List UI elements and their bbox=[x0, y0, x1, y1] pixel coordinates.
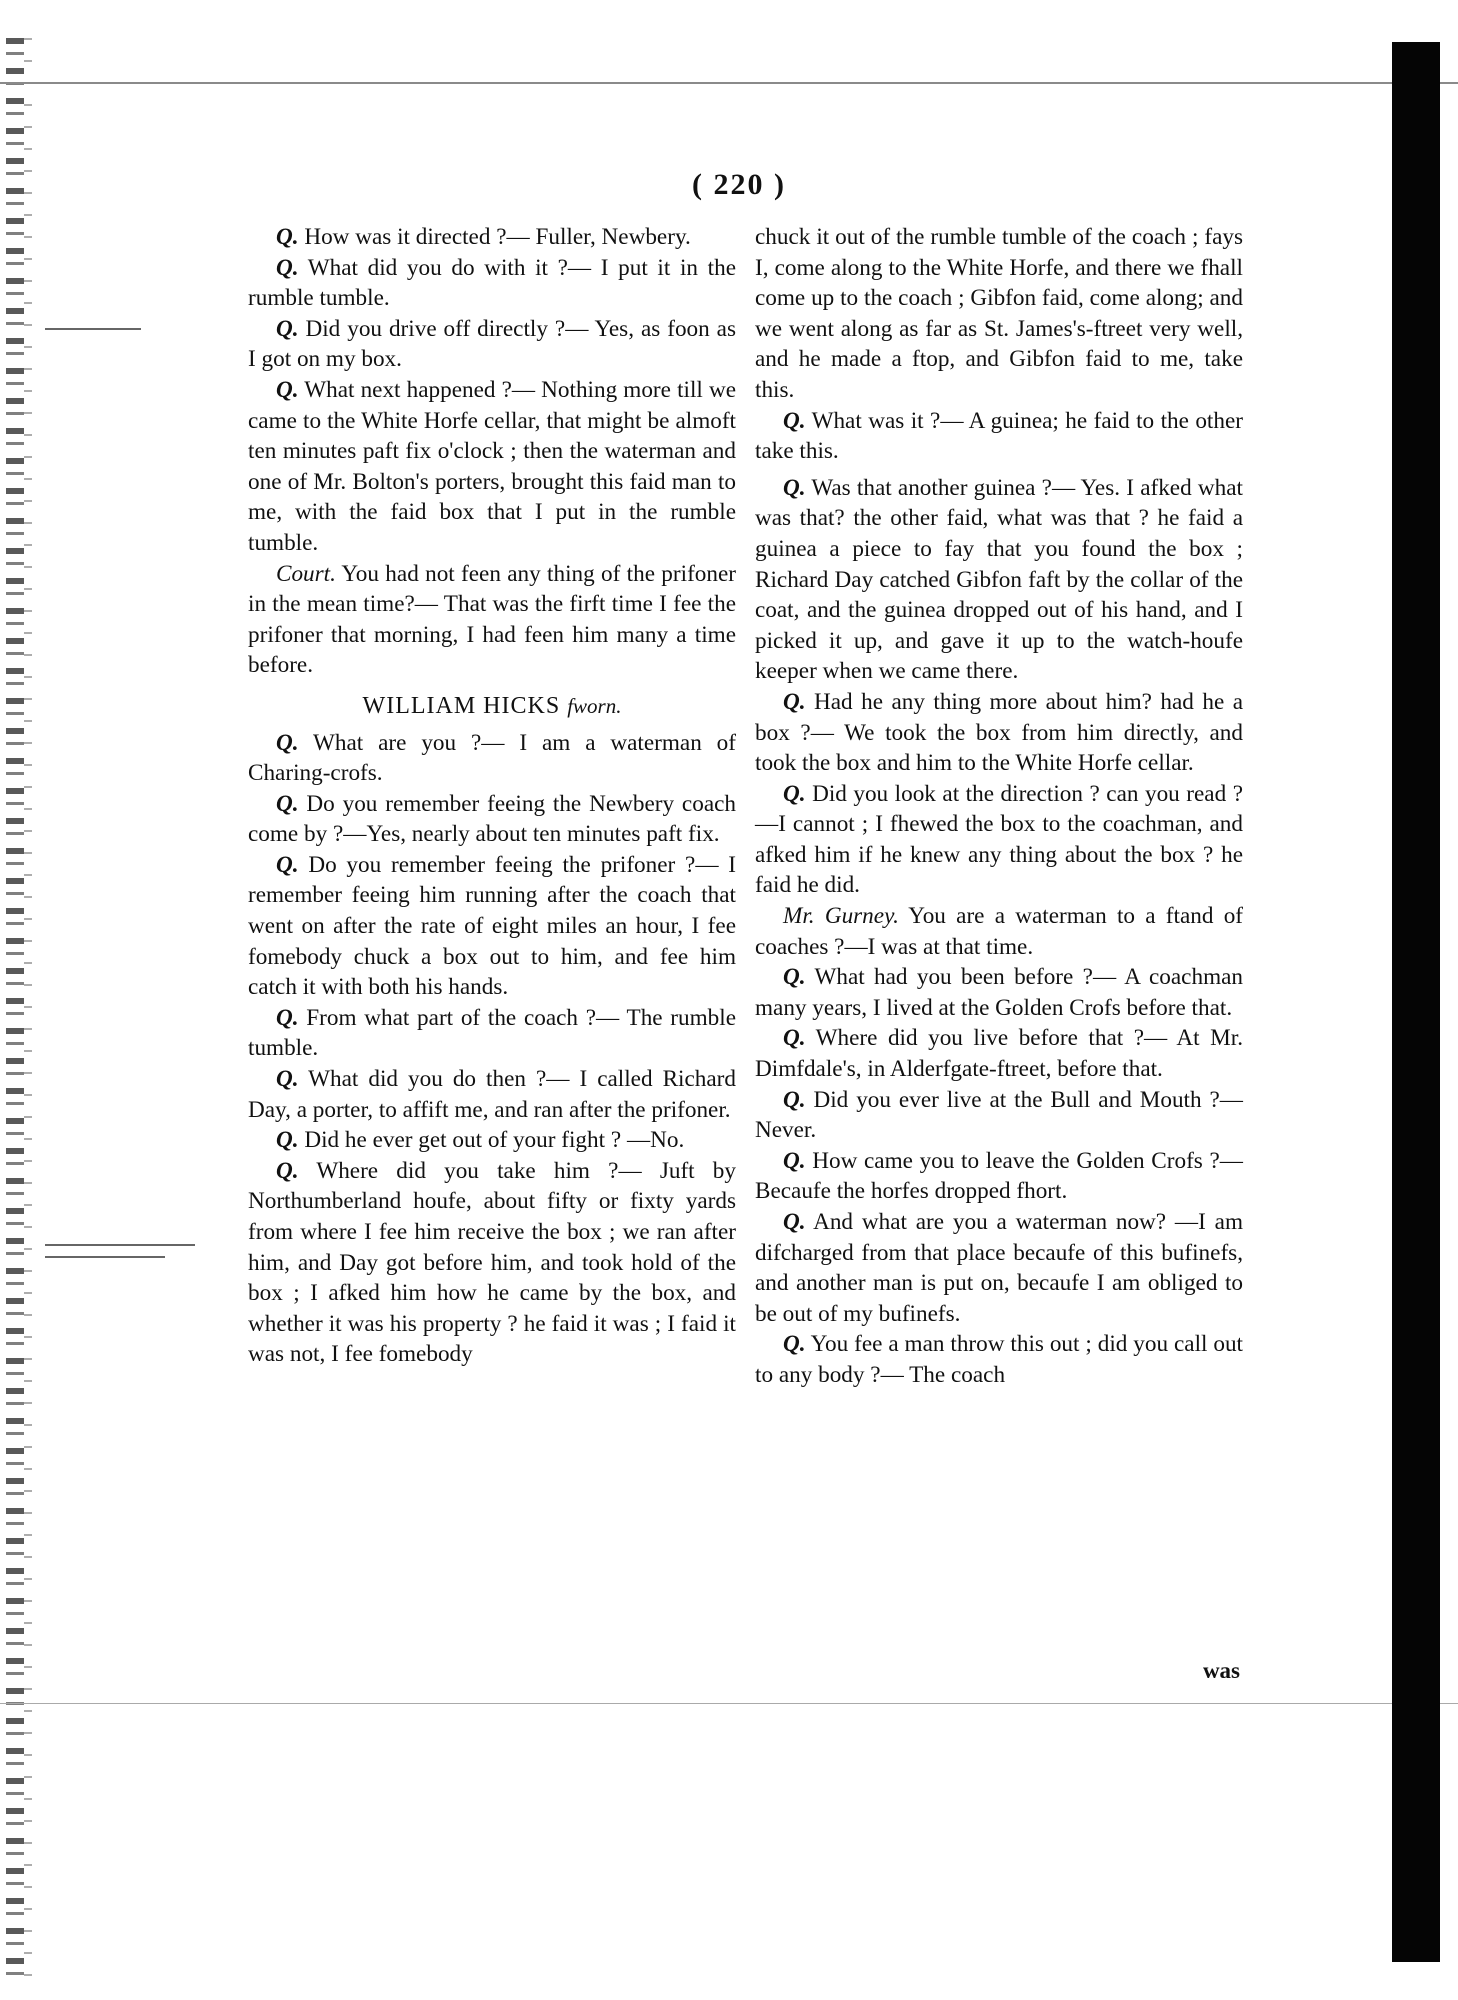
paragraph-text: Did you look at the direction ? can you read ?—I cannot ; I fhewed the box to the coachman, and afked him if he knew any thing about the box ? he faid he did. bbox=[755, 780, 1243, 899]
paragraph bbox=[755, 1146, 1243, 1207]
paragraph bbox=[755, 1207, 1243, 1329]
paragraph bbox=[248, 1125, 736, 1156]
margin-mark bbox=[45, 1256, 165, 1258]
right-column bbox=[755, 222, 1243, 1391]
left-column bbox=[248, 222, 736, 1370]
paragraph bbox=[755, 687, 1243, 779]
paragraph-text: What did you do then ?— I called Richard Day, a porter, to affift me, and ran after the prifoner. bbox=[248, 1066, 736, 1123]
question-marker: Q. bbox=[276, 729, 299, 756]
paragraph-text: And what are you a waterman now? —I am difcharged from that place becaufe of this bufinefs, and another man is put on, becaufe I am obliged to be out of my bufinefs. bbox=[755, 1209, 1243, 1327]
catchword: was bbox=[1202, 1658, 1240, 1683]
question-marker: Q. bbox=[276, 1127, 299, 1154]
paragraph bbox=[248, 375, 736, 559]
question-marker: Q. bbox=[783, 1086, 806, 1113]
paragraph bbox=[755, 1085, 1243, 1146]
paragraph-text: Where did you take him ?— Juft by Northumberland houfe, about fifty or fixty yards from where I fee him receive the box ; we ran after him, and Day got before him, and took hold of the box ; I afked him how he came by the box, and whether it was his property ? he faid it was ; I faid it was not, I fee fomebody bbox=[248, 1157, 736, 1368]
scan-binding-edge-inner bbox=[24, 38, 32, 1988]
paragraph bbox=[248, 253, 736, 314]
paragraph-text: Do you remember feeing the Newbery coach come by ?—Yes, nearly about ten minutes paft fix. bbox=[248, 790, 736, 848]
question-marker: Q. bbox=[783, 1025, 806, 1052]
witness-heading bbox=[248, 691, 736, 722]
paragraph-text: chuck it out of the rumble tumble of the coach ; fays I, come along to the White Horfe, and there we fhall come up to the coach ; Gibfon faid, come along; and we went along as far as St. James's-ftreet very well, and he made a ftop, and Gibfon faid to me, take this. bbox=[755, 224, 1243, 403]
paragraph-text: What had you been before ?— A coachman many years, I lived at the Golden Crofs before that. bbox=[755, 964, 1243, 1021]
question-marker: Q. bbox=[276, 1066, 299, 1093]
paragraph bbox=[248, 559, 736, 681]
top-scan-rule bbox=[0, 82, 1458, 84]
page-number: ( 220 ) bbox=[692, 168, 786, 201]
question-marker: Q. bbox=[783, 688, 806, 715]
question-marker: Q. bbox=[276, 254, 299, 281]
scan-binding-edge bbox=[6, 38, 24, 1988]
paragraph-text: What next happened ?— Nothing more till we came to the White Horfe cellar, that might be almoft ten minutes paft fix o'clock ; then the waterman and one of Mr. Bolton's porters, brought this faid man to me, with the faid box that I put in the rumble tumble. bbox=[248, 376, 736, 556]
paragraph-text: What was it ?— A guinea; he faid to the other take this. bbox=[755, 407, 1243, 465]
paragraph-text: You had not feen any thing of the prifoner in the mean time?— That was the firft time I fee the prifoner that morning, I had feen him many a time before. bbox=[248, 560, 736, 679]
paragraph-text: What are you ?— I am a waterman of Charing-crofs. bbox=[248, 729, 736, 787]
paragraph-text: You are a waterman to a ftand of coaches ?—I was at that time. bbox=[755, 903, 1244, 960]
question-marker: Q. bbox=[783, 964, 806, 991]
question-marker: Q. bbox=[276, 851, 299, 878]
question-marker: Q. bbox=[783, 780, 806, 807]
witness-sworn: fworn. bbox=[567, 693, 622, 718]
question-marker: Q. bbox=[783, 474, 806, 501]
paragraph-text: Do you remember feeing the prifoner ?— I remember feeing him running after the coach that went on after the rate of eight miles an hour, I fee fomebody chuck a box out to him, and fee him catch it with both his hands. bbox=[248, 851, 736, 1001]
paragraph bbox=[248, 850, 736, 1003]
question-marker: Q. bbox=[783, 1331, 806, 1358]
paragraph-text: From what part of the coach ?— The rumble tumble. bbox=[248, 1004, 736, 1062]
paragraph bbox=[248, 222, 736, 253]
paragraph-text: Had he any thing more about him? had he a box ?— We took the box from him directly, and took the box and him to the White Horfe cellar. bbox=[755, 688, 1243, 777]
paragraph-text: Did he ever get out of your fight ? —No. bbox=[298, 1127, 685, 1154]
speaker-label: Mr. Gurney. bbox=[783, 903, 899, 930]
paragraph bbox=[755, 1023, 1243, 1084]
question-marker: Q. bbox=[276, 1157, 299, 1184]
speaker-label: Court. bbox=[276, 560, 336, 587]
question-marker: Q. bbox=[783, 1209, 806, 1235]
paragraph-text: Did you ever live at the Bull and Mouth ?—Never. bbox=[755, 1086, 1243, 1144]
paragraph bbox=[248, 1064, 736, 1125]
paragraph bbox=[248, 728, 736, 789]
paragraph bbox=[248, 314, 736, 375]
paragraph bbox=[755, 779, 1243, 901]
paragraph bbox=[755, 473, 1243, 687]
paragraph bbox=[248, 1156, 736, 1370]
paragraph-text: What did you do with it ?— I put it in the rumble tumble. bbox=[248, 254, 736, 312]
scan-right-border bbox=[1392, 42, 1440, 1962]
paragraph bbox=[755, 901, 1243, 962]
question-marker: Q. bbox=[276, 790, 299, 817]
paragraph bbox=[755, 222, 1243, 406]
question-marker: Q. bbox=[783, 407, 806, 434]
paragraph-text: Did you drive off directly ?— Yes, as foon as I got on my box. bbox=[248, 315, 736, 373]
question-marker: Q. bbox=[783, 1147, 806, 1174]
question-marker: Q. bbox=[276, 315, 299, 342]
witness-name: WILLIAM HICKS bbox=[362, 692, 561, 719]
bottom-scan-rule bbox=[0, 1703, 1458, 1704]
paragraph bbox=[755, 1329, 1243, 1390]
question-marker: Q. bbox=[276, 224, 299, 250]
paragraph bbox=[248, 1003, 736, 1064]
question-marker: Q. bbox=[276, 1004, 299, 1031]
margin-mark bbox=[45, 328, 141, 330]
paragraph-text: You fee a man throw this out ; did you call out to any body ?— The coach bbox=[755, 1331, 1243, 1388]
question-marker: Q. bbox=[276, 376, 299, 403]
paragraph-text: How came you to leave the Golden Crofs ?— Becaufe the horfes dropped fhort. bbox=[755, 1147, 1243, 1205]
paragraph bbox=[755, 962, 1243, 1023]
paragraph bbox=[248, 789, 736, 850]
paragraph-text: How was it directed ?— Fuller, Newbery. bbox=[298, 224, 691, 250]
paragraph-text: Where did you live before that ?— At Mr. Dimfdale's, in Alderfgate-ftreet, before that. bbox=[755, 1025, 1243, 1083]
paragraph-text: Was that another guinea ?— Yes. I afked what was that? the other faid, what was that ? he faid a guinea a piece to fay that you found the box ; Richard Day catched Gibfon faft by the collar of the coat, and the guinea dropped out of his hand, and I picked it up, and gave it up to the watch-houfe keeper when we came there. bbox=[755, 474, 1243, 685]
paragraph bbox=[755, 406, 1243, 467]
margin-mark bbox=[45, 1244, 195, 1246]
